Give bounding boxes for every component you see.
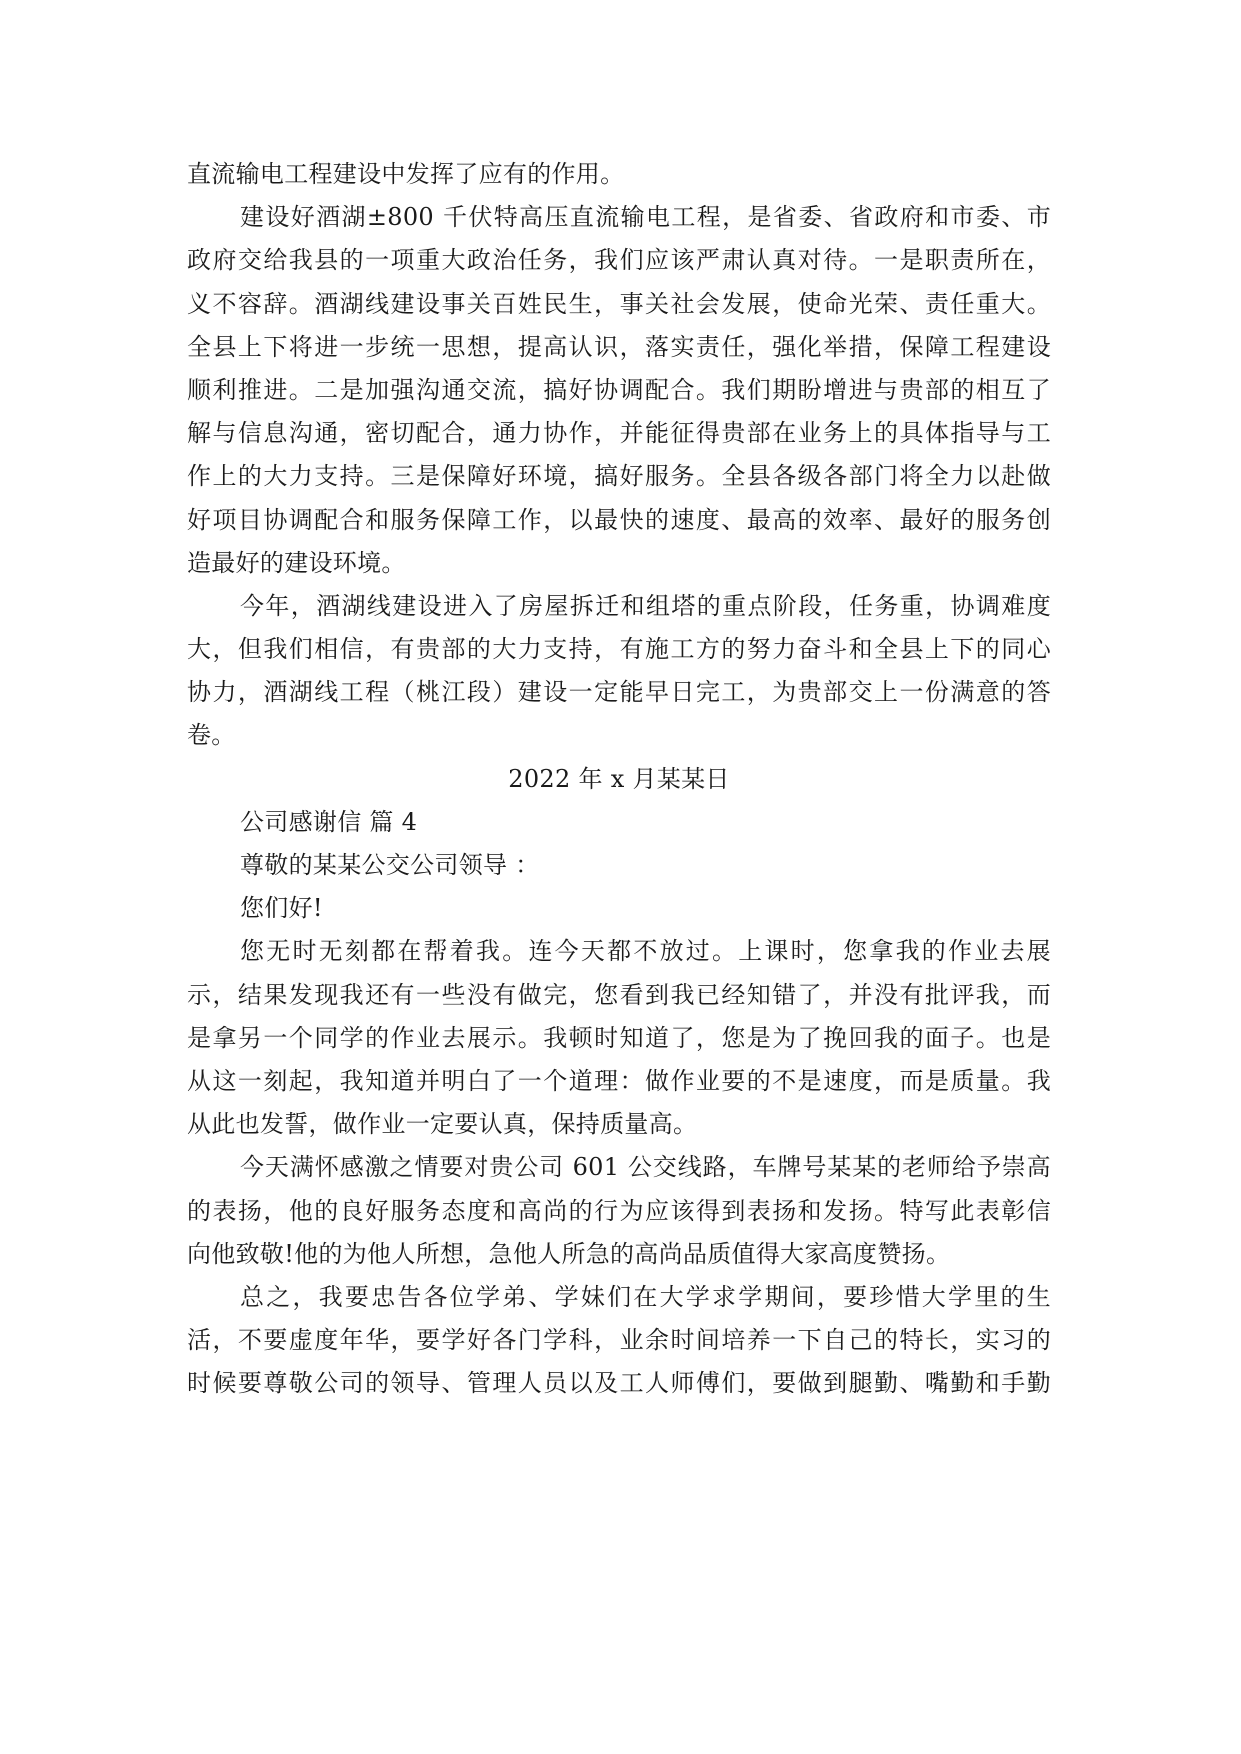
paragraph-line: 义不容辞。酒湖线建设事关百姓民生，事关社会发展，使命光荣、责任重大。	[187, 289, 1051, 318]
paragraph-line: 活，不要虚度年华，要学好各门学科，业余时间培养一下自己的特长，实习的	[187, 1326, 1051, 1355]
paragraph-line: 的表扬，他的良好服务态度和高尚的行为应该得到表扬和发扬。特写此表彰信	[187, 1196, 1051, 1225]
paragraph-line: 顺利推进。二是加强沟通交流，搞好协调配合。我们期盼增进与贵部的相互了	[187, 375, 1051, 404]
paragraph-line: 直流输电工程建设中发挥了应有的作用。	[187, 160, 625, 188]
letter-greeting: 您们好!	[240, 894, 323, 923]
paragraph-line: 示，结果发现我还有一些没有做完，您看到我已经知错了，并没有批评我，而	[187, 980, 1051, 1009]
paragraph-line: 今天满怀感激之情要对贵公司 601 公交线路，车牌号某某的老师给予崇高	[240, 1153, 1051, 1182]
paragraph-line: 协力，酒湖线工程（桃江段）建设一定能早日完工，为贵部交上一份满意的答	[187, 678, 1051, 707]
paragraph-line: 总之，我要忠告各位学弟、学妹们在大学求学期间，要珍惜大学里的生	[240, 1282, 1051, 1311]
section-heading: 公司感谢信 篇 4	[240, 807, 418, 836]
paragraph-line: 政府交给我县的一项重大政治任务，我们应该严肃认真对待。一是职责所在，	[187, 246, 1051, 275]
paragraph-line: 今年，酒湖线建设进入了房屋拆迁和组塔的重点阶段，任务重，协调难度	[240, 591, 1051, 620]
paragraph-line: 解与信息沟通，密切配合，通力协作，并能征得贵部在业务上的具体指导与工	[187, 419, 1051, 448]
paragraph-line: 向他致敬!他的为他人所想，急他人所急的高尚品质值得大家高度赞扬。	[187, 1239, 951, 1268]
document-body	[187, 153, 1051, 1405]
paragraph-line: 建设好酒湖±800 千伏特高压直流输电工程，是省委、省政府和市委、市	[240, 203, 1051, 232]
paragraph-line: 从此也发誓，做作业一定要认真，保持质量高。	[187, 1110, 698, 1139]
letter-date: 2022 年 x 月某某日	[508, 764, 730, 793]
letter-salutation: 尊敬的某某公交公司领导 ：	[240, 851, 540, 879]
paragraph-line: 您无时无刻都在帮着我。连今天都不放过。上课时，您拿我的作业去展	[240, 937, 1051, 966]
paragraph-line: 是拿另一个同学的作业去展示。我顿时知道了，您是为了挽回我的面子。也是	[187, 1023, 1051, 1052]
paragraph-line: 作上的大力支持。三是保障好环境，搞好服务。全县各级各部门将全力以赴做	[187, 462, 1051, 491]
paragraph-line: 卷。	[187, 721, 236, 750]
paragraph-line: 从这一刻起，我知道并明白了一个道理：做作业要的不是速度，而是质量。我	[187, 1066, 1051, 1095]
paragraph-line: 全县上下将进一步统一思想，提高认识，落实责任，强化举措，保障工程建设	[187, 332, 1051, 361]
paragraph-line: 造最好的建设环境。	[187, 548, 406, 577]
paragraph-line: 大，但我们相信，有贵部的大力支持，有施工方的努力奋斗和全县上下的同心	[187, 635, 1051, 664]
paragraph-line: 时候要尊敬公司的领导、管理人员以及工人师傅们，要做到腿勤、嘴勤和手勤	[187, 1369, 1051, 1398]
paragraph-line: 好项目协调配合和服务保障工作，以最快的速度、最高的效率、最好的服务创	[187, 505, 1051, 534]
